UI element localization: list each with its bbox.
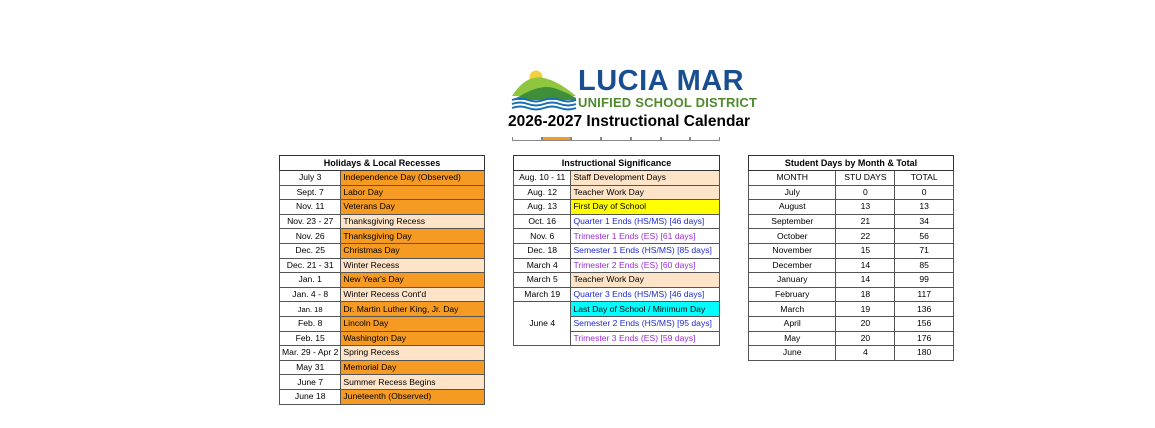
total-cell: 56 bbox=[895, 229, 954, 244]
table-row bbox=[280, 287, 485, 302]
total-cell: 180 bbox=[895, 346, 954, 361]
stu-days-cell: 15 bbox=[836, 243, 895, 258]
stu-days-cell: 18 bbox=[836, 287, 895, 302]
holiday-event: Juneteenth (Observed) bbox=[341, 389, 485, 404]
table-row bbox=[280, 331, 485, 346]
total-cell: 176 bbox=[895, 331, 954, 346]
holiday-date: Dec. 21 - 31 bbox=[280, 258, 341, 273]
month-cell: September bbox=[749, 214, 836, 229]
total-cell: 34 bbox=[895, 214, 954, 229]
significance-date: Oct. 16 bbox=[514, 214, 571, 229]
stu-days-cell: 0 bbox=[836, 185, 895, 200]
significance-event: Staff Development Days bbox=[571, 171, 720, 186]
holiday-date: Feb. 8 bbox=[280, 316, 341, 331]
table-row bbox=[749, 331, 954, 346]
month-cell: November bbox=[749, 243, 836, 258]
significance-event: Trimester 1 Ends (ES) [61 days] bbox=[571, 229, 720, 244]
significance-event: Teacher Work Day bbox=[571, 185, 720, 200]
holiday-date: May 31 bbox=[280, 360, 341, 375]
holiday-date: July 3 bbox=[280, 171, 341, 186]
month-cell: March bbox=[749, 302, 836, 317]
holiday-date: Dec. 25 bbox=[280, 243, 341, 258]
significance-table bbox=[513, 155, 720, 346]
month-cell: October bbox=[749, 229, 836, 244]
holiday-date: Nov. 23 - 27 bbox=[280, 214, 341, 229]
table-row bbox=[280, 273, 485, 288]
month-cell: December bbox=[749, 258, 836, 273]
significance-event: Quarter 1 Ends (HS/MS) [46 days] bbox=[571, 214, 720, 229]
month-cell: April bbox=[749, 316, 836, 331]
holiday-date: Sept. 7 bbox=[280, 185, 341, 200]
table-row bbox=[749, 273, 954, 288]
table-row bbox=[514, 214, 720, 229]
holiday-date: Mar. 29 - Apr 2 bbox=[280, 346, 341, 361]
holiday-event: Spring Recess bbox=[341, 346, 485, 361]
stu-days-cell: 21 bbox=[836, 214, 895, 229]
significance-event: Teacher Work Day bbox=[571, 273, 720, 288]
holiday-date: Jan. 4 - 8 bbox=[280, 287, 341, 302]
table-row bbox=[514, 302, 720, 317]
holiday-event: Thanksgiving Day bbox=[341, 229, 485, 244]
table-row bbox=[280, 258, 485, 273]
table-row bbox=[749, 214, 954, 229]
table-row bbox=[514, 258, 720, 273]
table-row bbox=[749, 346, 954, 361]
logo-name: LUCIA MAR bbox=[578, 65, 745, 97]
total-cell: 85 bbox=[895, 258, 954, 273]
table-row bbox=[749, 200, 954, 215]
significance-date: Dec. 18 bbox=[514, 243, 571, 258]
month-cell: June bbox=[749, 346, 836, 361]
table-row bbox=[514, 229, 720, 244]
significance-event: Trimester 2 Ends (ES) [60 days] bbox=[571, 258, 720, 273]
table-row bbox=[280, 316, 485, 331]
table-row bbox=[514, 273, 720, 288]
table-row bbox=[749, 185, 954, 200]
month-cell: May bbox=[749, 331, 836, 346]
significance-date: March 19 bbox=[514, 287, 571, 302]
holiday-event: Winter Recess bbox=[341, 258, 485, 273]
table-row bbox=[280, 360, 485, 375]
stu-days-cell: 14 bbox=[836, 273, 895, 288]
cropped-calendar-strip bbox=[512, 137, 720, 141]
stu-days-cell: 13 bbox=[836, 200, 895, 215]
holiday-date: Feb. 15 bbox=[280, 331, 341, 346]
month-cell: January bbox=[749, 273, 836, 288]
table-row bbox=[749, 258, 954, 273]
table-row bbox=[514, 171, 720, 186]
holiday-event: Dr. Martin Luther King, Jr. Day bbox=[341, 302, 485, 317]
table-row bbox=[749, 229, 954, 244]
significance-date: Aug. 12 bbox=[514, 185, 571, 200]
header bbox=[0, 0, 1155, 145]
table-header-row bbox=[749, 171, 954, 186]
month-cell: July bbox=[749, 185, 836, 200]
table-row bbox=[280, 243, 485, 258]
holiday-event: Lincoln Day bbox=[341, 316, 485, 331]
holiday-event: Winter Recess Cont'd bbox=[341, 287, 485, 302]
table-row bbox=[280, 214, 485, 229]
table-row bbox=[280, 171, 485, 186]
significance-event: Trimester 3 Ends (ES) [59 days] bbox=[571, 331, 720, 346]
stu-days-cell: 20 bbox=[836, 316, 895, 331]
holiday-date: June 7 bbox=[280, 375, 341, 390]
table-row bbox=[749, 287, 954, 302]
holiday-event: Thanksgiving Recess bbox=[341, 214, 485, 229]
total-cell: 156 bbox=[895, 316, 954, 331]
significance-event: Last Day of School / Minimum Day bbox=[571, 302, 720, 317]
holiday-event: New Year's Day bbox=[341, 273, 485, 288]
table-row bbox=[280, 346, 485, 361]
significance-date: June 4 bbox=[514, 302, 571, 346]
table-row bbox=[280, 200, 485, 215]
significance-date: Aug. 10 - 11 bbox=[514, 171, 571, 186]
significance-event: First Day of School bbox=[571, 200, 720, 215]
holiday-date: Nov. 26 bbox=[280, 229, 341, 244]
student-days-title: Student Days by Month & Total bbox=[749, 156, 954, 171]
holiday-event: Independence Day (Observed) bbox=[341, 171, 485, 186]
table-row bbox=[280, 375, 485, 390]
table-row bbox=[514, 185, 720, 200]
holiday-date: Jan. 1 bbox=[280, 273, 341, 288]
table-row bbox=[514, 287, 720, 302]
table-row bbox=[749, 243, 954, 258]
stu-days-cell: 20 bbox=[836, 331, 895, 346]
total-cell: 71 bbox=[895, 243, 954, 258]
stu-days-cell: 14 bbox=[836, 258, 895, 273]
significance-date: Nov. 6 bbox=[514, 229, 571, 244]
table-row bbox=[514, 200, 720, 215]
significance-date: March 5 bbox=[514, 273, 571, 288]
holiday-event: Labor Day bbox=[341, 185, 485, 200]
significance-title: Instructional Significance bbox=[514, 156, 720, 171]
table-row bbox=[749, 316, 954, 331]
month-cell: August bbox=[749, 200, 836, 215]
table-row bbox=[280, 389, 485, 404]
total-cell: 136 bbox=[895, 302, 954, 317]
holiday-event: Washington Day bbox=[341, 331, 485, 346]
significance-date: Aug. 13 bbox=[514, 200, 571, 215]
total-cell: 13 bbox=[895, 200, 954, 215]
holiday-event: Christmas Day bbox=[341, 243, 485, 258]
table-row bbox=[280, 185, 485, 200]
column-header: STU DAYS bbox=[836, 171, 895, 186]
significance-event: Semester 1 Ends (HS/MS) [85 days] bbox=[571, 243, 720, 258]
holidays-title: Holidays & Local Recesses bbox=[280, 156, 485, 171]
table-row bbox=[514, 243, 720, 258]
column-header: TOTAL bbox=[895, 171, 954, 186]
page-title: 2026-2027 Instructional Calendar bbox=[508, 113, 751, 130]
holiday-date: June 18 bbox=[280, 389, 341, 404]
table-row bbox=[280, 229, 485, 244]
stu-days-cell: 22 bbox=[836, 229, 895, 244]
logo-subtitle: UNIFIED SCHOOL DISTRICT bbox=[578, 95, 758, 110]
holiday-date: Jan. 18 bbox=[280, 302, 341, 317]
holiday-event: Memorial Day bbox=[341, 360, 485, 375]
holidays-table bbox=[279, 155, 485, 405]
total-cell: 0 bbox=[895, 185, 954, 200]
significance-event: Quarter 3 Ends (HS/MS) [46 days] bbox=[571, 287, 720, 302]
table-row bbox=[749, 302, 954, 317]
significance-date: March 4 bbox=[514, 258, 571, 273]
holiday-date: Nov. 11 bbox=[280, 200, 341, 215]
column-header: MONTH bbox=[749, 171, 836, 186]
significance-event: Semester 2 Ends (HS/MS) [95 days] bbox=[571, 316, 720, 331]
table-row bbox=[280, 302, 485, 317]
total-cell: 117 bbox=[895, 287, 954, 302]
student-days-table bbox=[748, 155, 954, 361]
total-cell: 99 bbox=[895, 273, 954, 288]
holiday-event: Veterans Day bbox=[341, 200, 485, 215]
stu-days-cell: 19 bbox=[836, 302, 895, 317]
stu-days-cell: 4 bbox=[836, 346, 895, 361]
holiday-event: Summer Recess Begins bbox=[341, 375, 485, 390]
month-cell: February bbox=[749, 287, 836, 302]
